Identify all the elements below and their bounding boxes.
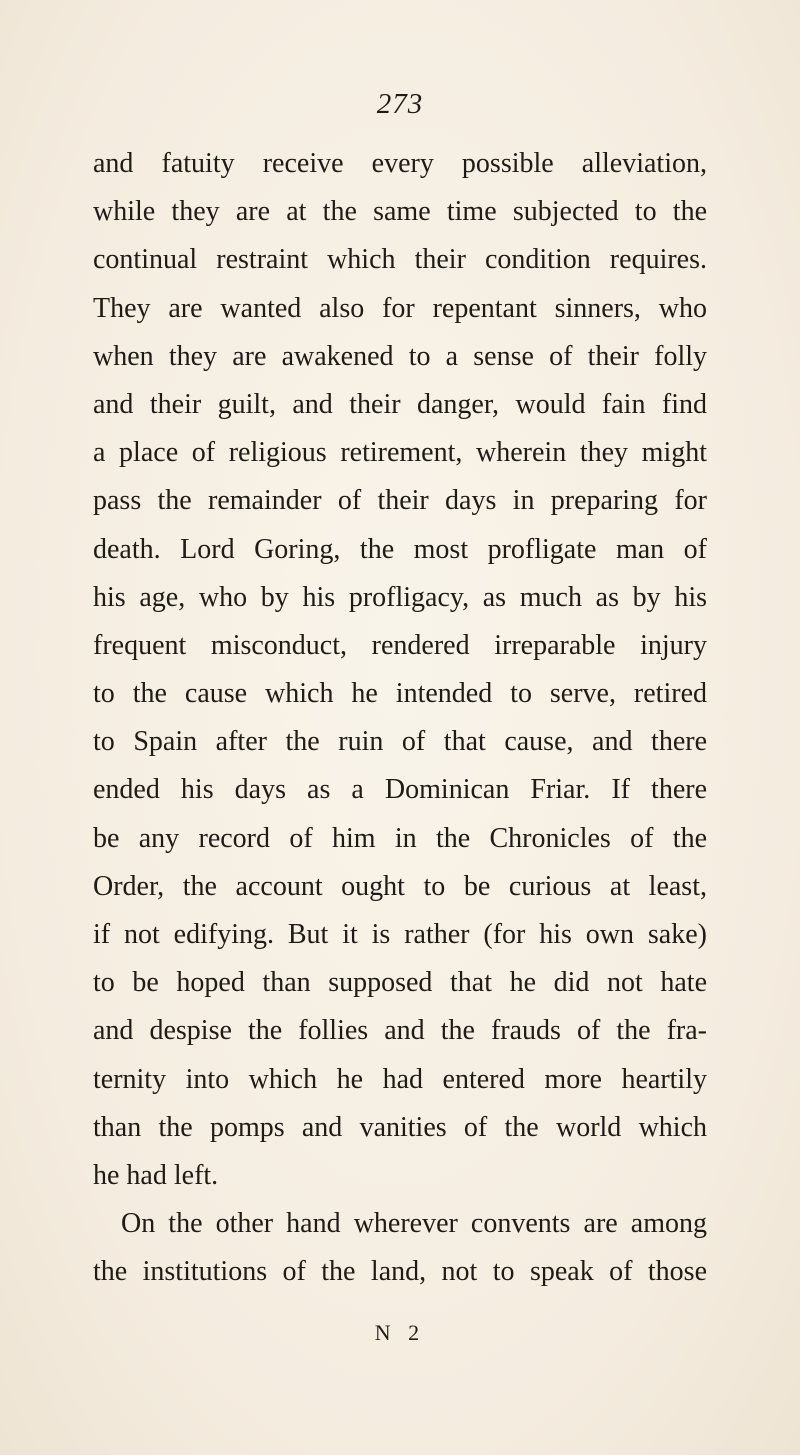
text-line: ternity into which he had entered more heartily <box>93 1063 707 1095</box>
text-line: They are wanted also for repentant sinners, who <box>93 292 707 324</box>
text-line: be any record of him in the Chronicles of the <box>93 822 707 854</box>
text-line: continual restraint which their condition requires. <box>93 244 707 276</box>
text-line: and their guilt, and their danger, would fain find <box>93 388 707 420</box>
text-line: a place of religious retirement, wherein they might <box>93 437 707 469</box>
text-line: the institutions of the land, not to speak of those <box>93 1256 707 1288</box>
text-line: On the other hand wherever convents are among <box>121 1208 707 1240</box>
text-line: to Spain after the ruin of that cause, and there <box>93 726 707 758</box>
text-line: to be hoped than supposed that he did not hate <box>93 967 707 999</box>
signature-mark: N 2 <box>374 1320 426 1345</box>
text-line: and fatuity receive every possible alleviation, <box>93 148 707 179</box>
text-line: than the pomps and vanities of the world which <box>93 1111 707 1143</box>
text-line: while they are at the same time subjected to the <box>93 196 707 228</box>
text-line: Order, the account ought to be curious at least, <box>93 870 707 902</box>
body-text <box>93 140 707 1297</box>
text-line: when they are awakened to a sense of their folly <box>93 340 707 372</box>
text-line: ended his days as a Dominican Friar. If there <box>93 774 707 806</box>
text-line: he had left. <box>93 1159 219 1191</box>
text-line: if not edifying. But it is rather (for his own sake) <box>93 919 707 950</box>
text-line: frequent misconduct, rendered irreparable injury <box>93 629 707 661</box>
text-line: death. Lord Goring, the most profligate man of <box>93 533 707 565</box>
text-line: his age, who by his profligacy, as much as by his <box>93 581 707 613</box>
page-number: 273 <box>376 88 424 120</box>
text-line: pass the remainder of their days in preparing for <box>93 485 707 517</box>
text-line: and despise the follies and the frauds of the fra- <box>93 1015 707 1047</box>
text-line: to the cause which he intended to serve, retired <box>93 678 707 710</box>
